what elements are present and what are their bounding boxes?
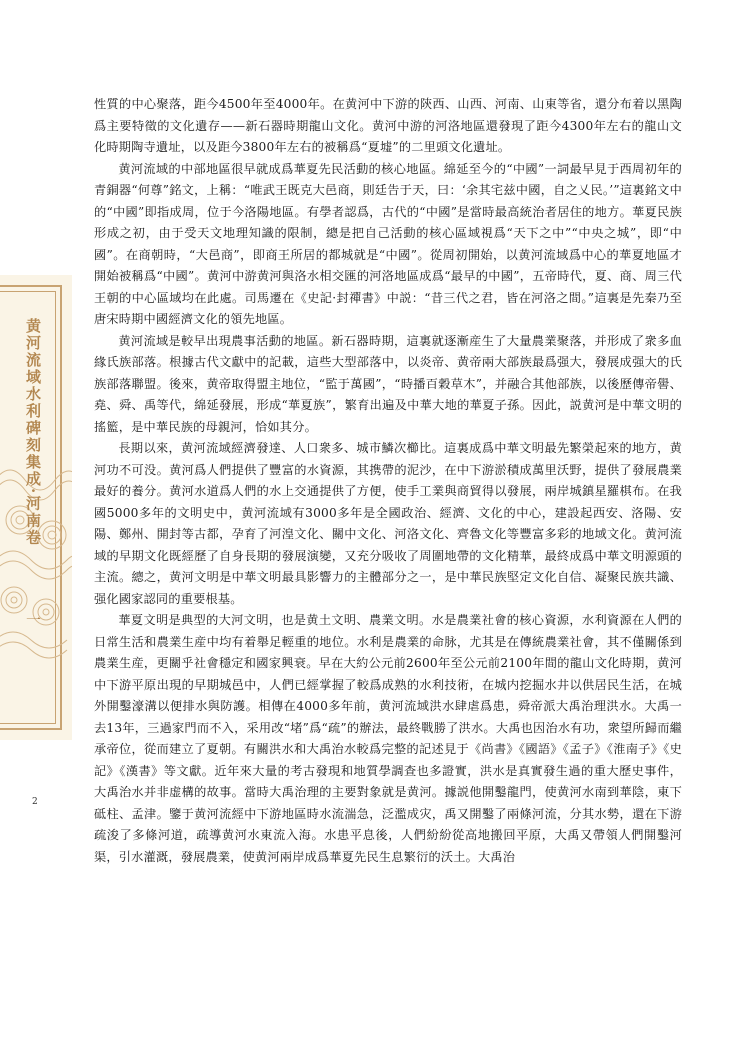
- paragraph: 黄河流域的中部地區很早就成爲華夏先民活動的核心地區。綿延至今的“中國”一詞最早見于西周初年的青銅器“何尊”銘文，上稱：“唯武王既克大邑商，則廷告于天，曰：‘余其宅兹中國，自之乂民。’”這裏銘文中的“中國”即指成周，位于今洛陽地區。有學者認爲，古代的“中國”是當時最高統治者居住的地方。華夏民族形成之初，由于受天文地理知識的限制，總是把自己活動的核心區域視爲“天下之中”“中央之城”，即“中國”。在商朝時，“大邑商”，即商王所居的都城就是“中國”。從周初開始，以黄河流域爲中心的華夏地區才開始被稱爲“中國”。黄河中游黄河與洛水相交匯的河洛地區成爲“最早的中國”，五帝時代，夏、商、周三代王朝的中心區域均在此處。司馬遷在《史記·封禪書》中説：“昔三代之君，皆在河洛之間。”這裏是先秦乃至唐宋時期中國經濟文化的領先地區。: [94, 161, 682, 326]
- paragraph: 性質的中心聚落，距今4500年至4000年。在黄河中下游的陝西、山西、河南、山東等省，還分布着以黑陶爲主要特徵的文化遺存——新石器時期龍山文化。黄河中游的河洛地區還發現了距今4300年左右的龍山文化時期陶寺遺址，以及距今3800年左右的被稱爲“夏墟”的二里頭文化遺址。: [94, 97, 682, 154]
- body-text: [94, 94, 682, 868]
- paragraph: 華夏文明是典型的大河文明，也是黄土文明、農業文明。水是農業社會的核心資源，水利資源在人們的日常生活和農業生産中均有着舉足輕重的地位。水利是農業的命脉，尤其是在傳統農業社會，其不僅關係到農業生産，更關乎社會穩定和國家興衰。早在大約公元前2600年至公元前2100年間的龍山文化時期，黄河中下游平原出現的早期城邑中，人們已經掌握了較爲成熟的水利技術，在城内挖掘水井以供居民生活，在城外開鑿濠溝以便排水與防護。相傳在4000多年前，黄河流域洪水肆虐爲患，舜帝派大禹治理洪水。大禹一去13年，三過家門而不入，采用改“堵”爲“疏”的辦法，最終戰勝了洪水。大禹也因治水有功，衆望所歸而繼承帝位，從而建立了夏朝。有關洪水和大禹治水較爲完整的記述見于《尚書》《國語》《孟子》《淮南子》《史記》《漢書》等文獻。近年來大量的考古發現和地質學調查也多證實，洪水是真實發生過的重大歷史事件，大禹治水并非虚構的故事。當時大禹治理的主要對象就是黄河。據説他開鑿龍門，使黄河水南到華陰，東下砥柱、孟津。鑒于黄河流經中下游地區時水流湍急，泛濫成灾，禹又開鑿了兩條河流，分其水勢，還在下游疏浚了多條河道，疏導黄河水東流入海。水患平息後，人們紛紛從高地搬回平原，大禹又帶領人們開鑿河渠，引水灌溉，發展農業，使黄河兩岸成爲華夏先民生息繁衍的沃土。大禹治: [94, 613, 682, 864]
- series-title: 黄河流域水利碑刻集成·河南卷: [24, 318, 42, 547]
- volume-number: 一: [24, 612, 42, 627]
- paragraph: 長期以來，黄河流域經濟發達、人口衆多、城市鱗次櫛比。這裏成爲中華文明最先繁榮起來的地方，黄河功不可没。黄河爲人們提供了豐富的水資源，其携帶的泥沙，在中下游淤積成萬里沃野，提供了發展農業最好的養分。黄河水道爲人們的水上交通提供了方便，使手工業與商貿得以發展，兩岸城鎮星羅棋布。在我國5000多年的文明史中，黄河流域有3000多年是全國政治、經濟、文化的中心，建設起西安、洛陽、安陽、鄭州、開封等古都，孕育了河湟文化、關中文化、河洛文化、齊魯文化等豐富多彩的地域文化。黄河流域的早期文化既經歷了自身長期的發展演變，又充分吸收了周圍地帶的文化精華，最終成爲中華文明源頭的主流。總之，黄河文明是中華文明最具影響力的主體部分之一，是中華民族堅定文化自信、凝聚民族共識、强化國家認同的重要根基。: [94, 441, 682, 606]
- page-number: 2: [32, 797, 38, 807]
- paragraph: 黄河流域是較早出現農事活動的地區。新石器時期，這裏就逐漸産生了大量農業聚落，并形成了衆多血緣氏族部落。根據古代文獻中的記載，這些大型部落中，以炎帝、黄帝兩大部族最爲强大，發展成强大的氏族部落聯盟。後來，黄帝取得盟主地位，“監于萬國”，“時播百穀草木”，并融合其他部族，以後歷傳帝嚳、堯、舜、禹等代，綿延發展，形成“華夏族”，繁育出遍及中華大地的華夏子孫。因此，説黄河是中華文明的搖籃，是中華民族的母親河，恰如其分。: [94, 333, 682, 434]
